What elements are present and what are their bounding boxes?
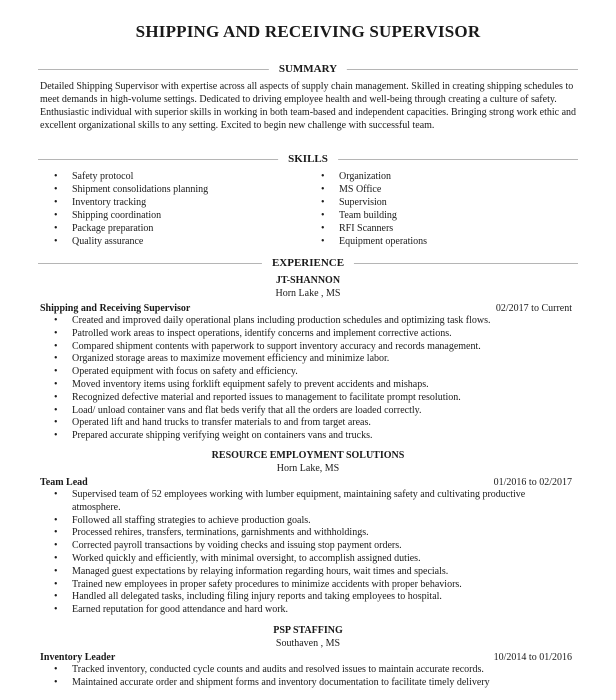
job-dates: 10/2014 to 01/2016 [493,652,572,663]
skills-heading: SKILLS [278,152,338,166]
duty-item: • Handled all delegated tasks, including filing injury reports and taking employees to hospital. [54,591,574,604]
employer-name: JT-SHANNON [275,275,341,286]
job-dates: 02/2017 to Current [495,303,572,314]
summary-heading: SUMMARY [269,62,347,76]
duty-item: • Supervised team of 52 employees working with lumber equipment, maintaining safety and cultivating productive atmosphere. [54,489,574,515]
skill-item: • Safety protocol [54,170,208,183]
duty-item: • Prepared accurate shipping verifying weight on containers vans and trucks. [54,430,574,443]
skill-item: • Shipping coordination [54,209,208,222]
employer-location: Horn Lake , MS [275,288,341,299]
skill-item: • Team building [321,209,427,222]
duty-item: • Compared shipment contents with paperwork to support inventory accuracy and records management. [54,341,574,354]
skills-section-header [38,152,578,166]
experience-heading: EXPERIENCE [262,256,354,270]
duty-item: • Created and improved daily operational plans including production schedules and optimizing task flows. [54,315,574,328]
skill-item: • RFI Scanners [321,222,427,235]
duty-item: • Earned reputation for good attendance and hard work. [54,604,574,617]
employer-name: PSP STAFFING [273,625,343,636]
job-title: Inventory Leader [40,652,116,663]
duty-item: • Load/ unload container vans and flat beds verify that all the orders are loaded correctly. [54,405,574,418]
duty-item: • Managed guest expectations by relaying information regarding hours, wait times and specials. [54,566,574,579]
duty-item: • Operated lift and hand trucks to transfer materials to and from target areas. [54,417,574,430]
job-duties-list [54,489,574,617]
duty-item: • Operated equipment with focus on safety and efficiency. [54,366,574,379]
skills-right-column [321,170,427,248]
skill-item: • Package preparation [54,222,208,235]
duty-item: • Maintained accurate order and shipment forms and inventory documentation to facilitate timely delivery [54,677,574,690]
duty-item: • Tracked inventory, conducted cycle counts and audits and resolved issues to maintain accurate records. [54,664,574,677]
duty-item: • Patrolled work areas to inspect operations, identify concerns and implement corrective actions. [54,328,574,341]
employer-location: Horn Lake, MS [276,463,340,474]
summary-section-header [38,62,578,76]
job-title: Team Lead [40,477,88,488]
skill-item: • Shipment consolidations planning [54,183,208,196]
duty-item: • Processed rehires, transfers, terminations, garnishments and withholdings. [54,527,574,540]
duty-item: • Recognized defective material and reported issues to management to facilitate prompt resolution. [54,392,574,405]
skill-item: • Supervision [321,196,427,209]
job-title: Shipping and Receiving Supervisor [40,303,191,314]
skill-item: • Inventory tracking [54,196,208,209]
duty-item: • Worked quickly and efficiently, with minimal oversight, to accomplish assigned duties. [54,553,574,566]
experience-section-header [38,256,578,270]
duty-item: • Corrected payroll transactions by voiding checks and issuing stop payment orders. [54,540,574,553]
employer-name: RESOURCE EMPLOYMENT SOLUTIONS [211,450,405,461]
resume-title: SHIPPING AND RECEIVING SUPERVISOR [135,22,481,41]
job-duties-list [54,664,574,690]
skill-item: • Quality assurance [54,235,208,248]
skill-item: • Organization [321,170,427,183]
skill-item: • MS Office [321,183,427,196]
skill-item: • Equipment operations [321,235,427,248]
employer-location: Southaven , MS [275,638,341,649]
skills-left-column [54,170,208,248]
duty-item: • Moved inventory items using forklift equipment safely to prevent accidents and mishaps. [54,379,574,392]
duty-item: • Organized storage areas to maximize movement efficiency and minimize labor. [54,353,574,366]
job-dates: 01/2016 to 02/2017 [493,477,572,488]
job-duties-list [54,315,574,443]
duty-item: • Trained new employees in proper safety procedures to minimize accidents with proper behaviors. [54,579,574,592]
duty-item: • Followed all staffing strategies to achieve production goals. [54,515,574,528]
summary-text: Detailed Shipping Supervisor with expertise across all aspects of supply chain management. Skilled in creating shipping schedules to meet demands in high-volume settings. Dedicated to driving employee health and well-being through creating a culture of safety. Enthusiastic individual with superior skills in working in both team-based and independent capacities. Bringing strong work ethic and excellent organizational skills to any setting. Excited to begin new challenge with successful team. [40,81,577,131]
